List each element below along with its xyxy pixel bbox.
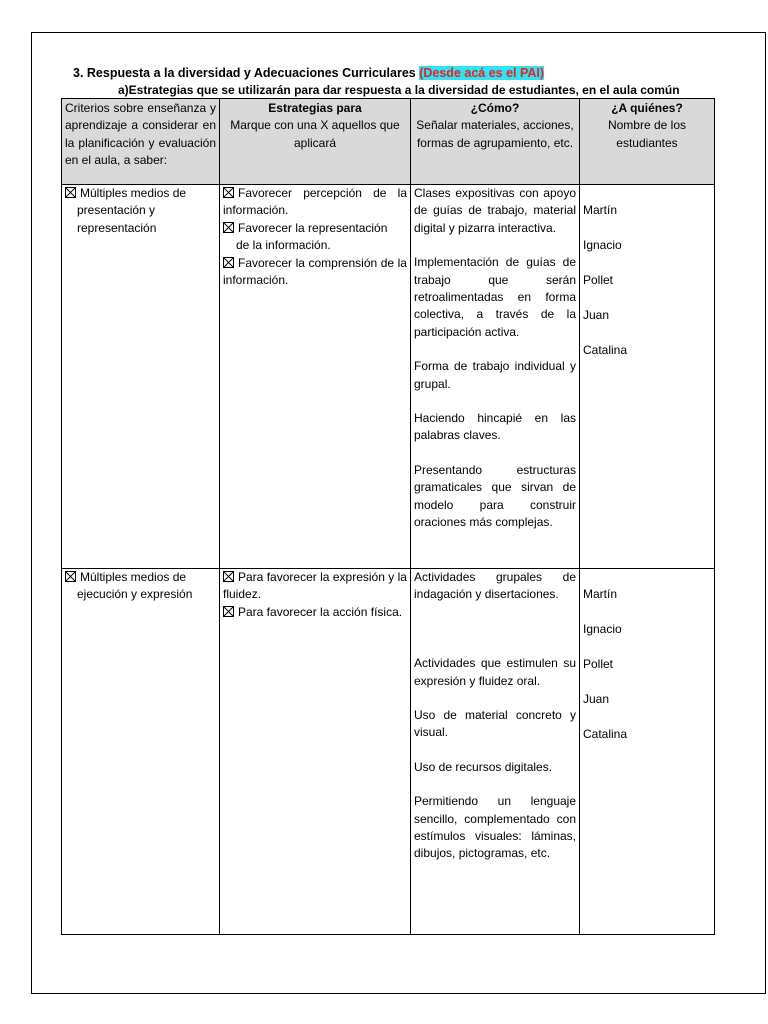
criterion-label: Múltiples medios de: [80, 186, 187, 200]
subtitle: a)Estrategias que se utilizarán para dar respuesta a la diversidad de estudiantes, en el aula común: [118, 83, 680, 97]
header-strategies-sub: Marque con una X aquellos que aplicará: [230, 118, 400, 150]
criterion-cell: [62, 185, 220, 569]
strategies-table: [61, 98, 715, 935]
how-item: Uso de recursos digitales.: [414, 759, 553, 774]
strategy-label: Favorecer la representación: [238, 220, 388, 235]
header-how-title: ¿Cómo?: [470, 101, 520, 115]
student-name: Catalina: [583, 343, 628, 357]
strategy-label-rest: de la información.: [236, 238, 331, 253]
how-spacer: [414, 621, 576, 638]
how-cell: [411, 569, 580, 935]
checked-box-icon: [223, 222, 234, 233]
checked-box-icon: [223, 571, 234, 582]
student-name: Pollet: [583, 273, 614, 287]
how-item: Implementación de guías de trabajo que serán retroalimentadas en forma colectiva, a través de la participación activa.: [414, 255, 576, 339]
header-criteria: Criterios sobre enseñanza y aprendizaje a considerar en la planificación y evaluación en el aula, a saber:: [62, 99, 220, 185]
table-row: [62, 569, 715, 935]
table-header-row: [62, 99, 715, 185]
strategy-label-rest: física.: [370, 604, 403, 619]
strategy-label-rest: de la información.: [223, 255, 407, 288]
how-item: Actividades grupales de indagación y disertaciones.: [414, 570, 576, 602]
header-strategies-title: Estrategias para: [268, 101, 362, 115]
student-name: Martín: [583, 587, 618, 601]
students-cell: [580, 185, 715, 569]
strategies-cell: [220, 569, 411, 935]
how-item: Clases expositivas con apoyo de guías de trabajo, material digital y pizarra interactiva.: [414, 186, 576, 235]
student-name: Pollet: [583, 657, 614, 671]
checked-box-icon: [65, 571, 76, 582]
criterion-label-rest: presentación y representación: [77, 203, 157, 235]
checked-box-icon: [223, 257, 234, 268]
how-item: Presentando estructuras gramaticales que sirvan de modelo para construir oraciones más complejas.: [414, 462, 576, 530]
header-who: [580, 99, 715, 185]
strategy-label: Favorecer percepción de la: [238, 186, 407, 200]
checked-box-icon: [223, 187, 234, 198]
strategy-label: Para favorecer la acción: [238, 604, 368, 619]
header-how: [411, 99, 580, 185]
student-name: Juan: [583, 308, 610, 322]
table-row: [62, 185, 715, 569]
strategy-label-rest: información.: [223, 203, 289, 218]
checked-box-icon: [65, 187, 76, 198]
header-who-sub: Nombre de los estudiantes: [607, 118, 687, 150]
how-item: Uso de material concreto y visual.: [414, 708, 576, 740]
strategy-item: [223, 255, 407, 290]
checked-box-icon: [223, 606, 234, 617]
strategy-label-rest: expresión y la fluidez.: [223, 570, 407, 602]
how-cell: [411, 185, 580, 569]
strategy-label: Favorecer la comprensión: [238, 255, 378, 270]
student-name: Ignacio: [583, 238, 622, 252]
how-item: Permitiendo un lenguaje sencillo, complementado con estímulos visuales: láminas, dibujos, pictogramas, etc.: [414, 794, 576, 861]
how-item: Haciendo hincapié en las palabras claves.: [414, 411, 576, 443]
criterion-label-rest: ejecución y expresión: [77, 587, 193, 602]
section-title: [73, 66, 544, 81]
students-cell: [580, 569, 715, 935]
strategy-item: [223, 220, 407, 255]
section-title-main: 3. Respuesta a la diversidad y Adecuaciones Curriculares: [73, 66, 420, 80]
header-who-title: ¿A quiénes?: [611, 101, 683, 115]
criterion-cell: [62, 569, 220, 935]
how-item: Forma de trabajo individual y grupal.: [414, 359, 576, 391]
strategy-item: [223, 569, 407, 604]
strategy-label: Para favorecer la: [238, 570, 330, 584]
strategies-cell: [220, 185, 411, 569]
strategy-item: [223, 604, 407, 621]
student-name: Martín: [583, 203, 618, 217]
strategy-item: [223, 185, 407, 220]
section-title-highlight: (Desde acá es el PAI): [419, 66, 545, 80]
criterion-label: Múltiples medios de: [80, 570, 187, 584]
student-name: Catalina: [583, 727, 628, 741]
header-strategies: [220, 99, 411, 185]
student-name: Juan: [583, 692, 610, 706]
student-name: Ignacio: [583, 622, 622, 636]
header-how-sub: Señalar materiales, acciones, formas de agrupamiento, etc.: [416, 118, 574, 150]
how-item: Actividades que estimulen su expresión y fluidez oral.: [414, 656, 576, 688]
